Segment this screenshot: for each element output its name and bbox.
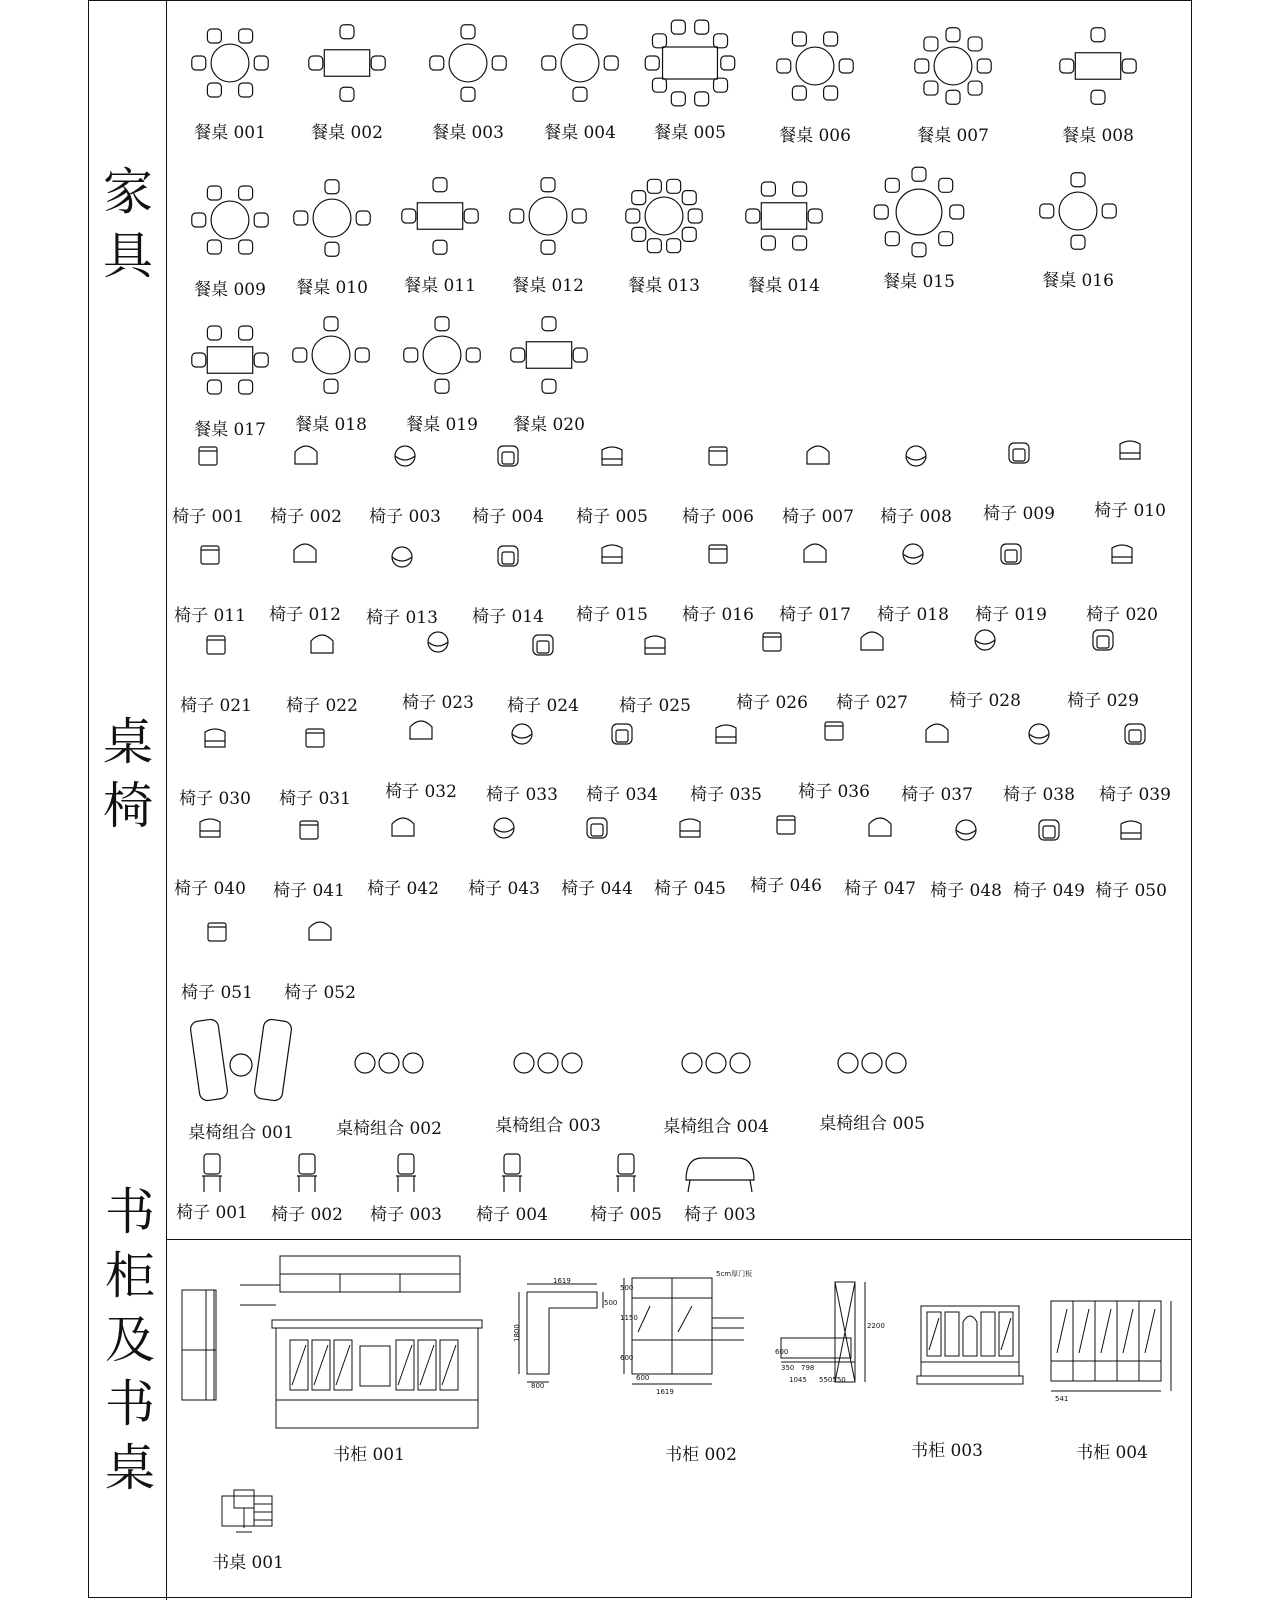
b4-c-dim: 798 bbox=[801, 1364, 815, 1372]
chair-039-icon bbox=[1115, 714, 1155, 754]
chair-038-label: 椅子 038 bbox=[1003, 785, 1075, 805]
table-chair-set-005-label: 桌椅组合 005 bbox=[819, 1114, 925, 1134]
chair-031-label: 椅子 031 bbox=[279, 789, 351, 809]
dining-table-015-icon bbox=[867, 160, 971, 264]
chair-012-label: 椅子 012 bbox=[269, 605, 341, 625]
chair-012-icon bbox=[285, 534, 325, 574]
chair-028-label: 椅子 028 bbox=[949, 691, 1021, 711]
chair-011-icon bbox=[190, 535, 230, 575]
elevation-chair-6-icon bbox=[682, 1150, 758, 1194]
chair-002-icon bbox=[286, 436, 326, 476]
elevation-chair-5-icon bbox=[606, 1150, 646, 1194]
chair-034-icon bbox=[602, 714, 642, 754]
dining-table-005-icon bbox=[638, 11, 742, 115]
section-title-bookcase-desk: 书柜及书桌 bbox=[105, 1183, 155, 1497]
dining-table-009-label: 餐桌 009 bbox=[194, 280, 266, 300]
chair-050-label: 椅子 050 bbox=[1095, 881, 1167, 901]
dining-table-010-label: 餐桌 010 bbox=[296, 278, 368, 298]
dining-table-011-icon bbox=[397, 173, 483, 259]
chair-035-label: 椅子 035 bbox=[690, 785, 762, 805]
chair-046-label: 椅子 046 bbox=[750, 876, 822, 896]
dining-table-008-label: 餐桌 008 bbox=[1062, 126, 1134, 146]
chair-025-label: 椅子 025 bbox=[619, 696, 691, 716]
chair-018-label: 椅子 018 bbox=[877, 605, 949, 625]
chair-004-label: 椅子 004 bbox=[472, 507, 544, 527]
dining-table-019-icon bbox=[399, 312, 485, 398]
elevation-chair-4-label: 椅子 004 bbox=[476, 1205, 548, 1225]
dining-table-015-label: 餐桌 015 bbox=[883, 272, 955, 292]
chair-015-label: 椅子 015 bbox=[576, 605, 648, 625]
elevation-chair-1-label: 椅子 001 bbox=[176, 1203, 248, 1223]
elevation-chair-3-icon bbox=[386, 1150, 426, 1194]
chair-050-icon bbox=[1111, 810, 1151, 850]
dining-table-013-icon bbox=[621, 173, 707, 259]
chair-033-label: 椅子 033 bbox=[486, 785, 558, 805]
dining-table-009-icon bbox=[187, 177, 273, 263]
b3-h1-dim: 500 bbox=[620, 1284, 634, 1292]
chair-009-icon bbox=[999, 433, 1039, 473]
chair-001-label: 椅子 001 bbox=[172, 507, 244, 527]
dining-table-004-icon bbox=[537, 20, 623, 106]
chair-049-label: 椅子 049 bbox=[1013, 881, 1085, 901]
bookcase-006-drawing bbox=[1045, 1295, 1185, 1405]
b4-a-dim: 600 bbox=[775, 1348, 789, 1356]
elevation-chair-3-label: 椅子 003 bbox=[370, 1205, 442, 1225]
chair-052-label: 椅子 052 bbox=[284, 983, 356, 1003]
chair-040-label: 椅子 040 bbox=[174, 879, 246, 899]
bookcase-003-label: 书柜 003 bbox=[911, 1441, 983, 1461]
dining-table-019-label: 餐桌 019 bbox=[406, 415, 478, 435]
b3-w2-dim: 1619 bbox=[656, 1388, 674, 1396]
dining-table-004-label: 餐桌 004 bbox=[544, 123, 616, 143]
chair-029-icon bbox=[1083, 620, 1123, 660]
section-divider bbox=[166, 1239, 1192, 1240]
chair-013-icon bbox=[382, 537, 422, 577]
elevation-chair-5-label: 椅子 005 bbox=[590, 1205, 662, 1225]
bookcase-002-label: 书柜 002 bbox=[665, 1445, 737, 1465]
chair-020-icon bbox=[1102, 534, 1142, 574]
dining-table-001-label: 餐桌 001 bbox=[194, 123, 266, 143]
chair-051-icon bbox=[197, 912, 237, 952]
table-chair-set-001-icon bbox=[181, 1010, 301, 1110]
dining-table-016-label: 餐桌 016 bbox=[1042, 271, 1114, 291]
chair-041-label: 椅子 041 bbox=[273, 881, 345, 901]
chair-026-label: 椅子 026 bbox=[736, 693, 808, 713]
chair-039-label: 椅子 039 bbox=[1099, 785, 1171, 805]
chair-006-icon bbox=[698, 436, 738, 476]
chair-034-label: 椅子 034 bbox=[586, 785, 658, 805]
chair-044-label: 椅子 044 bbox=[561, 879, 633, 899]
b2-w-dim: 500 bbox=[604, 1299, 618, 1307]
chair-023-icon bbox=[418, 622, 458, 662]
chair-016-label: 椅子 016 bbox=[682, 605, 754, 625]
chair-048-icon bbox=[946, 810, 986, 850]
elevation-chair-2-icon bbox=[287, 1150, 327, 1194]
table-chair-set-004-icon bbox=[676, 1045, 756, 1081]
chair-044-icon bbox=[577, 808, 617, 848]
dining-table-002-label: 餐桌 002 bbox=[311, 123, 383, 143]
chair-040-icon bbox=[190, 808, 230, 848]
dining-table-005-label: 餐桌 005 bbox=[654, 123, 726, 143]
chair-045-icon bbox=[670, 808, 710, 848]
chair-049-icon bbox=[1029, 810, 1069, 850]
dining-table-017-icon bbox=[187, 317, 273, 403]
chair-019-label: 椅子 019 bbox=[975, 605, 1047, 625]
desk-001-label: 书桌 001 bbox=[212, 1553, 284, 1573]
chair-013-label: 椅子 013 bbox=[366, 608, 438, 628]
table-chair-set-001-label: 桌椅组合 001 bbox=[188, 1123, 294, 1143]
dining-table-006-label: 餐桌 006 bbox=[779, 126, 851, 146]
chair-003-icon bbox=[385, 436, 425, 476]
chair-027-label: 椅子 027 bbox=[836, 693, 908, 713]
chair-014-label: 椅子 014 bbox=[472, 607, 544, 627]
dining-table-020-label: 餐桌 020 bbox=[513, 415, 585, 435]
chair-043-label: 椅子 043 bbox=[468, 879, 540, 899]
dining-table-016-icon bbox=[1035, 168, 1121, 254]
b2-top-dim: 1619 bbox=[553, 1277, 571, 1285]
b6-w-dim: 541 bbox=[1055, 1395, 1069, 1403]
elevation-chair-4-icon bbox=[492, 1150, 532, 1194]
b4-h-dim: 2200 bbox=[867, 1322, 885, 1330]
chair-020-label: 椅子 020 bbox=[1086, 605, 1158, 625]
dining-table-013-label: 餐桌 013 bbox=[628, 276, 700, 296]
chair-022-icon bbox=[302, 625, 342, 665]
dining-table-012-icon bbox=[505, 173, 591, 259]
b2-height-dim: 1800 bbox=[513, 1324, 521, 1342]
b4-d-dim: 1045 bbox=[789, 1376, 807, 1384]
bookcase-004-drawing bbox=[775, 1278, 885, 1398]
chair-024-icon bbox=[523, 625, 563, 665]
chair-047-label: 椅子 047 bbox=[844, 879, 916, 899]
chair-010-icon bbox=[1110, 430, 1150, 470]
dining-table-008-icon bbox=[1055, 23, 1141, 109]
dining-table-002-icon bbox=[304, 20, 390, 106]
section-title-tables-chairs: 桌椅 bbox=[103, 713, 153, 835]
bookcase-002-drawing bbox=[513, 1277, 618, 1390]
bookcase-001-drawing bbox=[180, 1250, 500, 1440]
chair-021-label: 椅子 021 bbox=[180, 696, 252, 716]
dining-table-018-icon bbox=[288, 312, 374, 398]
dining-table-014-icon bbox=[741, 173, 827, 259]
chair-045-label: 椅子 045 bbox=[654, 879, 726, 899]
chair-038-icon bbox=[1019, 714, 1059, 754]
elevation-chair-1-icon bbox=[192, 1150, 232, 1194]
chair-022-label: 椅子 022 bbox=[286, 696, 358, 716]
chair-031-icon bbox=[295, 718, 335, 758]
chair-014-icon bbox=[488, 536, 528, 576]
chair-021-icon bbox=[196, 625, 236, 665]
dining-table-007-icon bbox=[910, 23, 996, 109]
desk-001-drawing bbox=[220, 1488, 280, 1538]
dining-table-006-icon bbox=[772, 23, 858, 109]
dining-table-010-icon bbox=[289, 175, 375, 261]
chair-042-icon bbox=[383, 808, 423, 848]
chair-033-icon bbox=[502, 714, 542, 754]
chair-042-label: 椅子 042 bbox=[367, 879, 439, 899]
chair-046-icon bbox=[766, 805, 806, 845]
chair-007-label: 椅子 007 bbox=[782, 507, 854, 527]
b3-h2-dim: 1150 bbox=[620, 1314, 638, 1322]
dining-table-020-icon bbox=[506, 312, 592, 398]
dining-table-017-label: 餐桌 017 bbox=[194, 420, 266, 440]
chair-036-label: 椅子 036 bbox=[798, 782, 870, 802]
chair-029-label: 椅子 029 bbox=[1067, 691, 1139, 711]
chair-027-icon bbox=[852, 622, 892, 662]
bookcase-004-label: 书柜 004 bbox=[1076, 1443, 1148, 1463]
chair-019-icon bbox=[991, 534, 1031, 574]
chair-026-icon bbox=[752, 622, 792, 662]
chair-032-label: 椅子 032 bbox=[385, 782, 457, 802]
table-chair-set-003-icon bbox=[508, 1045, 588, 1081]
chair-048-label: 椅子 048 bbox=[930, 881, 1002, 901]
chair-024-label: 椅子 024 bbox=[507, 696, 579, 716]
dining-table-003-icon bbox=[425, 20, 511, 106]
chair-037-label: 椅子 037 bbox=[901, 785, 973, 805]
dining-table-011-label: 餐桌 011 bbox=[404, 276, 476, 296]
bookcase-001-label: 书柜 001 bbox=[333, 1445, 405, 1465]
b4-e-dim: 550550 bbox=[819, 1376, 846, 1384]
chair-047-icon bbox=[860, 808, 900, 848]
table-chair-set-002-icon bbox=[349, 1045, 429, 1081]
chair-028-icon bbox=[965, 620, 1005, 660]
chair-030-icon bbox=[195, 718, 235, 758]
bookcase-003-drawing bbox=[620, 1270, 770, 1400]
chair-032-icon bbox=[401, 711, 441, 751]
chair-010-label: 椅子 010 bbox=[1094, 501, 1166, 521]
dining-table-007-label: 餐桌 007 bbox=[917, 126, 989, 146]
chair-005-icon bbox=[592, 436, 632, 476]
chair-006-label: 椅子 006 bbox=[682, 507, 754, 527]
chair-025-icon bbox=[635, 625, 675, 665]
chair-008-icon bbox=[896, 436, 936, 476]
dining-table-018-label: 餐桌 018 bbox=[295, 415, 367, 435]
chair-037-icon bbox=[917, 714, 957, 754]
chair-018-icon bbox=[893, 534, 933, 574]
chair-004-icon bbox=[488, 436, 528, 476]
b2-side-dim: 800 bbox=[531, 1382, 545, 1390]
chair-036-icon bbox=[814, 711, 854, 751]
chair-011-label: 椅子 011 bbox=[174, 606, 246, 626]
table-chair-set-002-label: 桌椅组合 002 bbox=[336, 1119, 442, 1139]
dining-table-012-label: 餐桌 012 bbox=[512, 276, 584, 296]
chair-016-icon bbox=[698, 534, 738, 574]
bookcase-005-drawing bbox=[915, 1300, 1025, 1390]
b3-top-dim: 5cm厚门板 bbox=[716, 1270, 753, 1278]
chair-007-icon bbox=[798, 436, 838, 476]
table-chair-set-004-label: 桌椅组合 004 bbox=[663, 1117, 769, 1137]
chair-005-label: 椅子 005 bbox=[576, 507, 648, 527]
chair-041-icon bbox=[289, 810, 329, 850]
chair-008-label: 椅子 008 bbox=[880, 507, 952, 527]
chair-051-label: 椅子 051 bbox=[181, 983, 253, 1003]
chair-043-icon bbox=[484, 808, 524, 848]
chair-001-icon bbox=[188, 436, 228, 476]
chair-017-label: 椅子 017 bbox=[779, 605, 851, 625]
elevation-chair-6-label: 椅子 003 bbox=[684, 1205, 756, 1225]
elevation-chair-2-label: 椅子 002 bbox=[271, 1205, 343, 1225]
table-chair-set-003-label: 桌椅组合 003 bbox=[495, 1116, 601, 1136]
b4-b-dim: 350 bbox=[781, 1364, 795, 1372]
chair-002-label: 椅子 002 bbox=[270, 507, 342, 527]
chair-030-label: 椅子 030 bbox=[179, 789, 251, 809]
dining-table-001-icon bbox=[187, 20, 273, 106]
chair-003-label: 椅子 003 bbox=[369, 507, 441, 527]
dining-table-014-label: 餐桌 014 bbox=[748, 276, 820, 296]
chair-009-label: 椅子 009 bbox=[983, 504, 1055, 524]
b3-h3-dim: 600 bbox=[620, 1354, 634, 1362]
chair-052-icon bbox=[300, 912, 340, 952]
chair-023-label: 椅子 023 bbox=[402, 693, 474, 713]
section-title-furniture: 家具 bbox=[103, 163, 153, 285]
chair-017-icon bbox=[795, 534, 835, 574]
dining-table-003-label: 餐桌 003 bbox=[432, 123, 504, 143]
chair-035-icon bbox=[706, 714, 746, 754]
chair-015-icon bbox=[592, 534, 632, 574]
table-chair-set-005-icon bbox=[832, 1045, 912, 1081]
b3-w1-dim: 600 bbox=[636, 1374, 650, 1382]
